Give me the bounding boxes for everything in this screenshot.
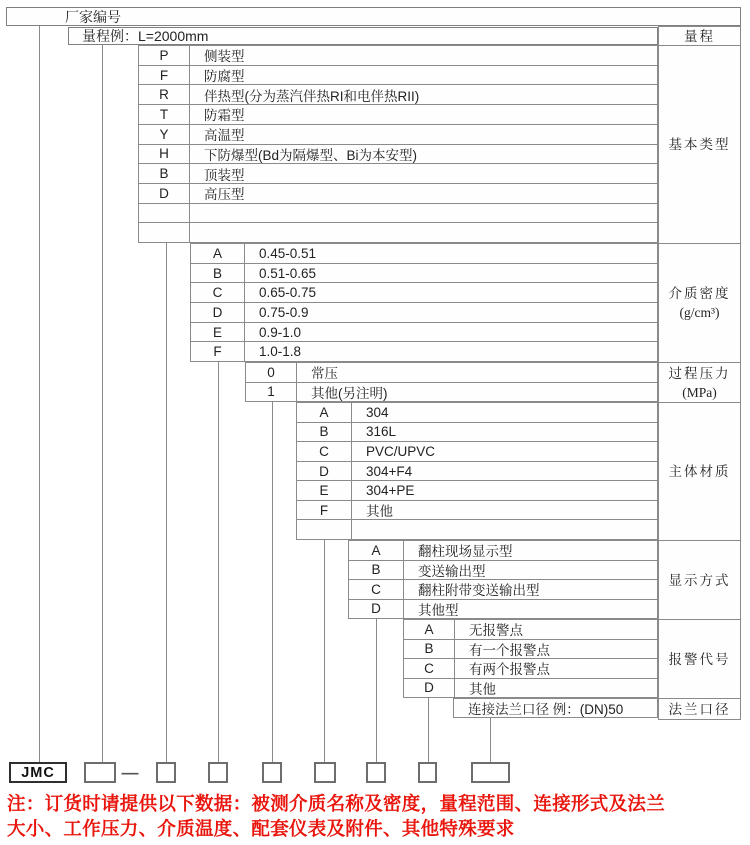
desc-cell: 其他(另注明) [311, 385, 388, 401]
label-range: 量程 [659, 27, 740, 46]
range-example-label: 量程例：L=2000mm [82, 28, 209, 44]
table-row [191, 323, 657, 343]
table-row [297, 462, 657, 482]
desc-cell: 伴热型(分为蒸汽伴热RI和电伴热RII) [204, 88, 420, 104]
connector-line-range [102, 45, 103, 762]
code-cell: B [404, 640, 455, 659]
code-cell: 0 [246, 363, 297, 382]
range-example-cell [68, 27, 658, 45]
pressure-table [245, 362, 658, 402]
code-cell [139, 204, 190, 223]
desc-cell: PVC/UPVC [366, 443, 436, 459]
label-density: 介质密度 (g/cm³) [659, 244, 740, 363]
model-field-box-pressure [262, 762, 282, 783]
model-field-box-material [314, 762, 336, 783]
table-row [297, 442, 657, 462]
desc-cell: 有两个报警点 [469, 662, 550, 678]
desc-cell: 其他 [366, 504, 393, 520]
model-field-box-range [84, 762, 116, 783]
connector-line-basic [166, 243, 167, 762]
code-cell: D [297, 462, 352, 481]
code-cell: A [404, 620, 455, 639]
desc-cell: 无报警点 [469, 623, 523, 639]
table-row [139, 46, 657, 66]
label-pressure: 过程压力 (MPa) [659, 363, 740, 403]
table-row [297, 403, 657, 423]
desc-cell: 防腐型 [204, 69, 245, 85]
table-row [349, 561, 657, 581]
table-row [404, 640, 657, 660]
model-field-box-alarm [418, 762, 437, 783]
code-cell: D [349, 600, 404, 619]
desc-cell: 顶装型 [204, 167, 245, 183]
desc-cell: 0.75-0.9 [259, 304, 309, 320]
alarm-table [403, 619, 658, 698]
desc-cell: 防霜型 [204, 108, 245, 124]
code-cell: T [139, 105, 190, 124]
category-label-column [658, 26, 741, 720]
code-cell: F [139, 66, 190, 85]
label-basic-type: 基本类型 [659, 46, 740, 244]
table-row [139, 223, 657, 242]
model-field-box-display [366, 762, 386, 783]
code-cell: A [349, 541, 404, 560]
display-table [348, 540, 658, 619]
code-cell: C [349, 580, 404, 599]
connector-line-alarm [428, 698, 429, 762]
connector-line-density [218, 362, 219, 762]
code-cell [297, 520, 352, 539]
table-row [139, 204, 657, 224]
table-row [139, 66, 657, 86]
code-cell: D [191, 303, 245, 322]
table-row [191, 303, 657, 323]
desc-cell: 下防爆型(Bd为隔爆型、Bi为本安型) [204, 147, 418, 163]
code-cell: B [139, 164, 190, 183]
table-row [191, 244, 657, 264]
basic-type-table [138, 45, 658, 243]
code-cell: P [139, 46, 190, 65]
desc-cell: 变送输出型 [418, 563, 486, 579]
code-cell: F [191, 342, 245, 361]
code-cell: B [191, 264, 245, 283]
desc-cell: 0.45-0.51 [259, 245, 317, 261]
desc-cell: 高压型 [204, 187, 245, 203]
label-display: 显示方式 [659, 541, 740, 620]
code-cell: H [139, 145, 190, 164]
desc-cell: 连接法兰口径 例：(DN)50 [468, 702, 624, 717]
desc-cell: 316L [366, 424, 397, 440]
code-cell: A [297, 403, 352, 422]
desc-cell: 翻柱附带变送输出型 [418, 583, 540, 599]
material-table [296, 402, 658, 540]
code-cell: D [139, 184, 190, 203]
connector-line-display [376, 619, 377, 762]
desc-cell: 304+PE [366, 483, 415, 499]
desc-cell: 常压 [311, 366, 338, 382]
desc-cell: 翻柱现场显示型 [418, 544, 513, 560]
table-row [191, 283, 657, 303]
model-prefix-box: JMC [9, 762, 67, 783]
table-row [139, 125, 657, 145]
code-cell [139, 223, 190, 242]
code-cell: E [191, 323, 245, 342]
desc-cell: 304+F4 [366, 463, 413, 479]
model-dash-separator: — [121, 762, 139, 782]
desc-cell: 有一个报警点 [469, 642, 550, 658]
connector-line-factory [39, 26, 40, 762]
code-cell: C [191, 283, 245, 302]
table-row [404, 620, 657, 640]
table-row [139, 184, 657, 204]
table-row [139, 85, 657, 105]
order-note [7, 791, 749, 841]
table-row [139, 105, 657, 125]
desc-cell: 0.51-0.65 [259, 265, 317, 281]
code-cell: Y [139, 125, 190, 144]
desc-cell: 其他型 [418, 602, 459, 618]
order-note-line-2: 大小、工作压力、介质温度、配套仪表及附件、其他特殊要求 [7, 818, 515, 839]
code-cell: B [349, 561, 404, 580]
code-cell: 1 [246, 383, 297, 402]
model-field-box-flange [471, 762, 510, 783]
table-row [139, 164, 657, 184]
table-row [246, 383, 657, 402]
code-cell: C [404, 659, 455, 678]
label-flange: 法兰口径 [668, 701, 731, 717]
desc-cell: 0.9-1.0 [259, 324, 302, 340]
desc-cell: 0.65-0.75 [259, 285, 317, 301]
table-row [139, 145, 657, 165]
model-field-box-density [208, 762, 228, 783]
connector-line-flange [490, 718, 491, 762]
desc-cell: 304 [366, 404, 389, 420]
code-cell: A [191, 244, 245, 263]
table-row [191, 264, 657, 284]
code-cell: C [297, 442, 352, 461]
desc-cell: 1.0-1.8 [259, 344, 302, 360]
table-row [297, 520, 657, 539]
factory-code-cell [6, 7, 741, 26]
table-row [349, 541, 657, 561]
density-table [190, 243, 658, 362]
code-cell: R [139, 85, 190, 104]
table-row [349, 600, 657, 619]
table-row [191, 342, 657, 361]
table-row [297, 501, 657, 521]
flange-table [453, 698, 658, 718]
connector-line-material [324, 540, 325, 762]
desc-cell: 高温型 [204, 128, 245, 144]
desc-cell: 侧装型 [204, 49, 245, 65]
desc-cell: 其他 [469, 681, 496, 697]
table-row [349, 580, 657, 600]
order-note-line-1: 注：订货时请提供以下数据：被测介质名称及密度，量程范围、连接形式及法兰 [7, 793, 666, 814]
table-row [297, 423, 657, 443]
code-cell: E [297, 481, 352, 500]
table-row [404, 659, 657, 679]
table-row [297, 481, 657, 501]
table-row [454, 699, 657, 717]
model-field-box-basic [156, 762, 176, 783]
label-alarm: 报警代号 [659, 620, 740, 699]
table-row [404, 679, 657, 698]
label-material: 主体材质 [659, 403, 740, 541]
code-cell: F [297, 501, 352, 520]
table-row [246, 363, 657, 383]
code-cell: D [404, 679, 455, 698]
connector-line-pressure [272, 402, 273, 762]
factory-code-label: 厂家编号 [65, 8, 121, 25]
code-cell: B [297, 423, 352, 442]
